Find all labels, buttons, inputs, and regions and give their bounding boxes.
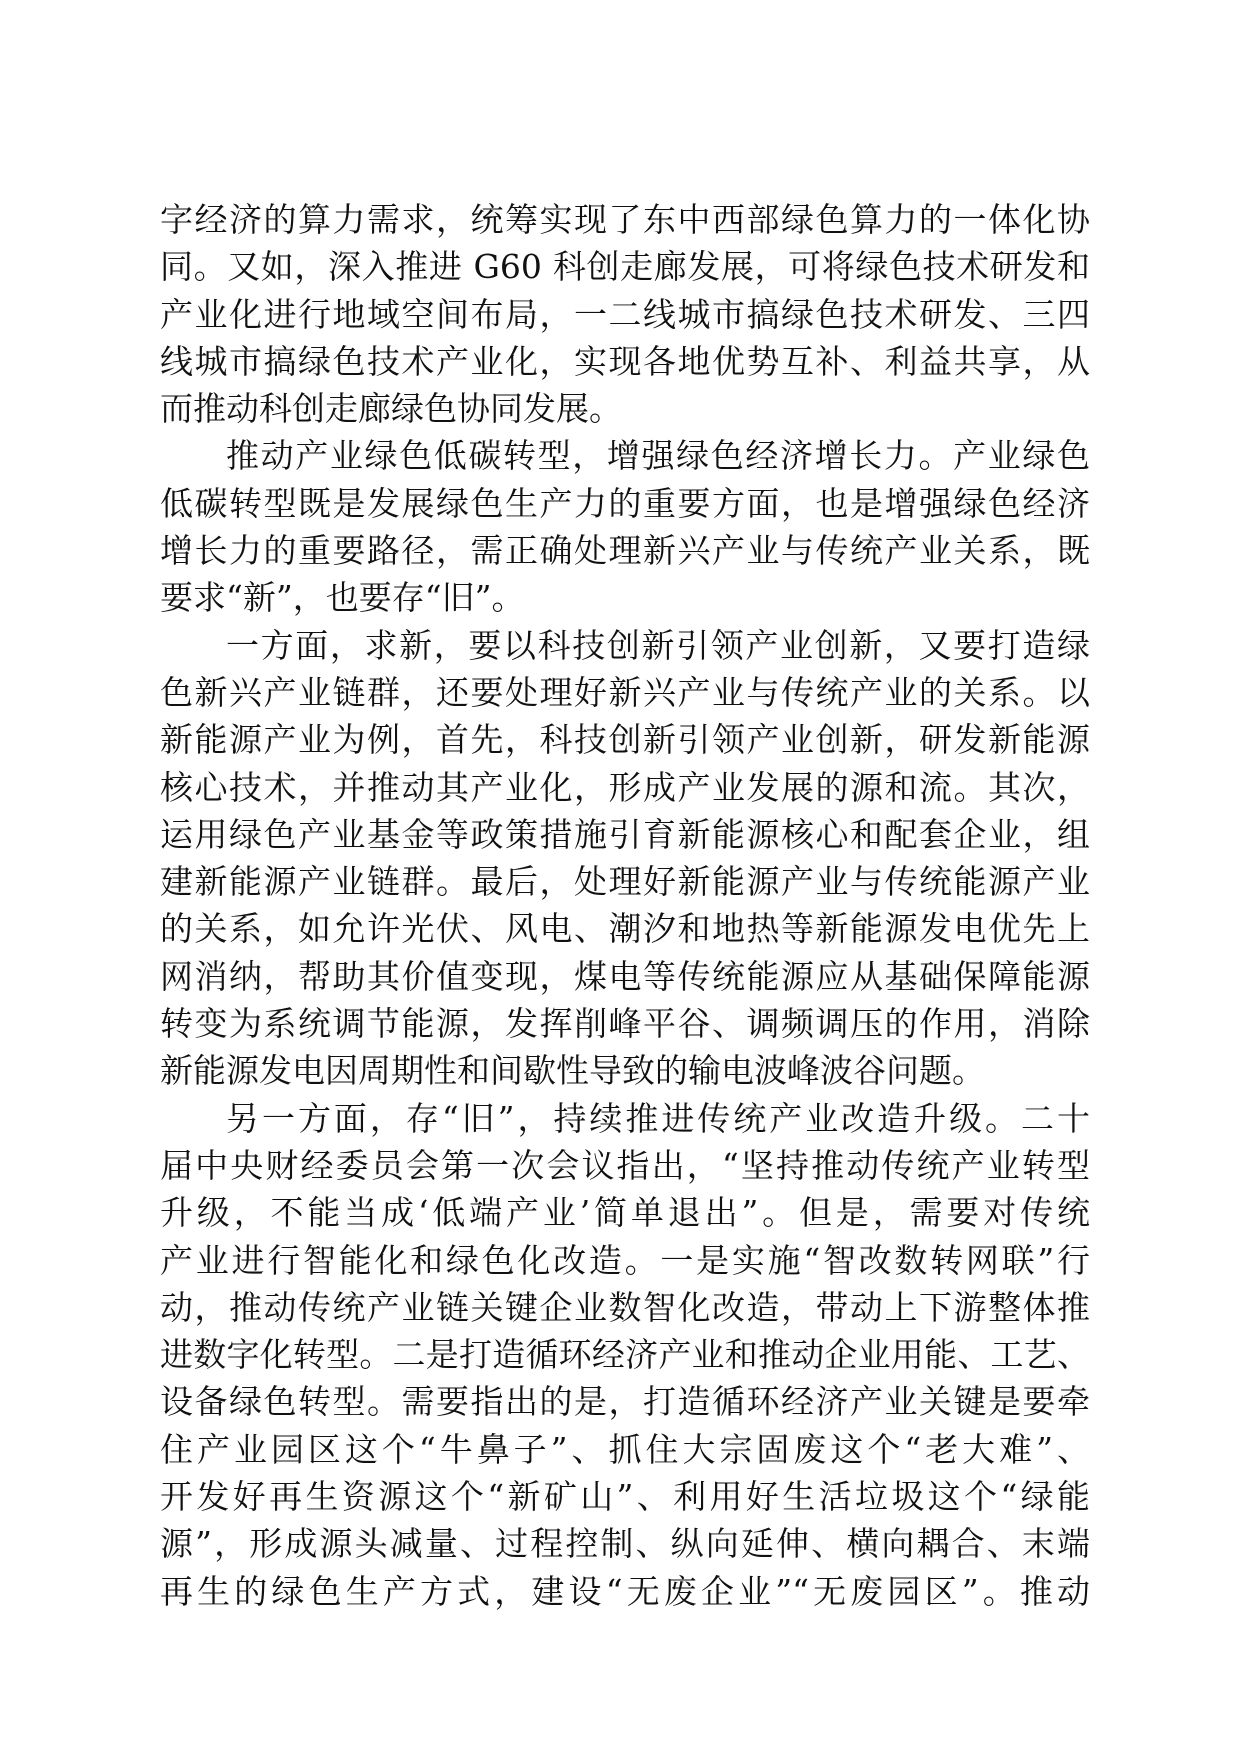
text-line: 的关系，如允许光伏、风电、潮汐和地热等新能源发电优先上 [160,909,1090,949]
paragraph-start-line: 另一方面，存“旧”，持续推进传统产业改造升级。二十 [226,1098,1090,1138]
text-line: 住产业园区这个“牛鼻子”、抓住大宗固废这个“老大难”、 [160,1429,1090,1469]
text-line: 新能源发电因周期性和间歇性导致的输电波峰波谷问题。 [160,1051,985,1091]
text-line: 核心技术，并推动其产业化，形成产业发展的源和流。其次， [160,767,1090,807]
text-line: 升级，不能当成‘低端产业’简单退出”。但是，需要对传统 [160,1193,1090,1233]
paragraph-start-line: 推动产业绿色低碳转型，增强绿色经济增长力。产业绿色 [226,436,1090,476]
text-line: 产业化进行地域空间布局，一二线城市搞绿色技术研发、三四 [160,294,1090,334]
text-line: 开发好再生资源这个“新矿山”、利用好生活垃圾这个“绿能 [160,1477,1090,1517]
text-line: 设备绿色转型。需要指出的是，打造循环经济产业关键是要牵 [160,1382,1090,1422]
text-line: 色新兴产业链群，还要处理好新兴产业与传统产业的关系。以 [160,672,1090,712]
body-text [160,196,1090,1615]
text-line: 而推动科创走廊绿色协同发展。 [160,389,622,429]
text-line: 低碳转型既是发展绿色生产力的重要方面，也是增强绿色经济 [160,483,1090,523]
text-line: 字经济的算力需求，统筹实现了东中西部绿色算力的一体化协 [160,200,1090,239]
paragraph-start-line: 一方面，求新，要以科技创新引领产业创新，又要打造绿 [226,625,1090,665]
text-line: 建新能源产业链群。最后，处理好新能源产业与传统能源产业 [160,862,1090,902]
text-line: 同。又如，深入推进 G60 科创走廊发展，可将绿色技术研发和 [160,247,1090,287]
text-line: 要求“新”，也要存“旧”。 [160,578,525,618]
text-line: 新能源产业为例，首先，科技创新引领产业创新，研发新能源 [160,720,1090,760]
text-line: 再生的绿色生产方式，建设“无废企业”“无废园区”。推动 [160,1571,1090,1611]
text-line: 运用绿色产业基金等政策措施引育新能源核心和配套企业，组 [160,814,1090,854]
text-line: 届中央财经委员会第一次会议指出，“坚持推动传统产业转型 [160,1145,1090,1185]
text-line: 源”，形成源头减量、过程控制、纵向延伸、横向耦合、末端 [160,1524,1090,1564]
text-line: 网消纳，帮助其价值变现，煤电等传统能源应从基础保障能源 [160,956,1090,996]
text-line: 线城市搞绿色技术产业化，实现各地优势互补、利益共享，从 [160,341,1090,381]
text-line: 转变为系统调节能源，发挥削峰平谷、调频调压的作用，消除 [160,1004,1090,1044]
text-line: 动，推动传统产业链关键企业数智化改造，带动上下游整体推 [160,1287,1090,1327]
text-line: 进数字化转型。二是打造循环经济产业和推动企业用能、工艺、 [160,1335,1090,1375]
text-line: 增长力的重要路径，需正确处理新兴产业与传统产业关系，既 [160,531,1090,571]
text-line: 产业进行智能化和绿色化改造。一是实施“智改数转网联”行 [160,1240,1090,1280]
